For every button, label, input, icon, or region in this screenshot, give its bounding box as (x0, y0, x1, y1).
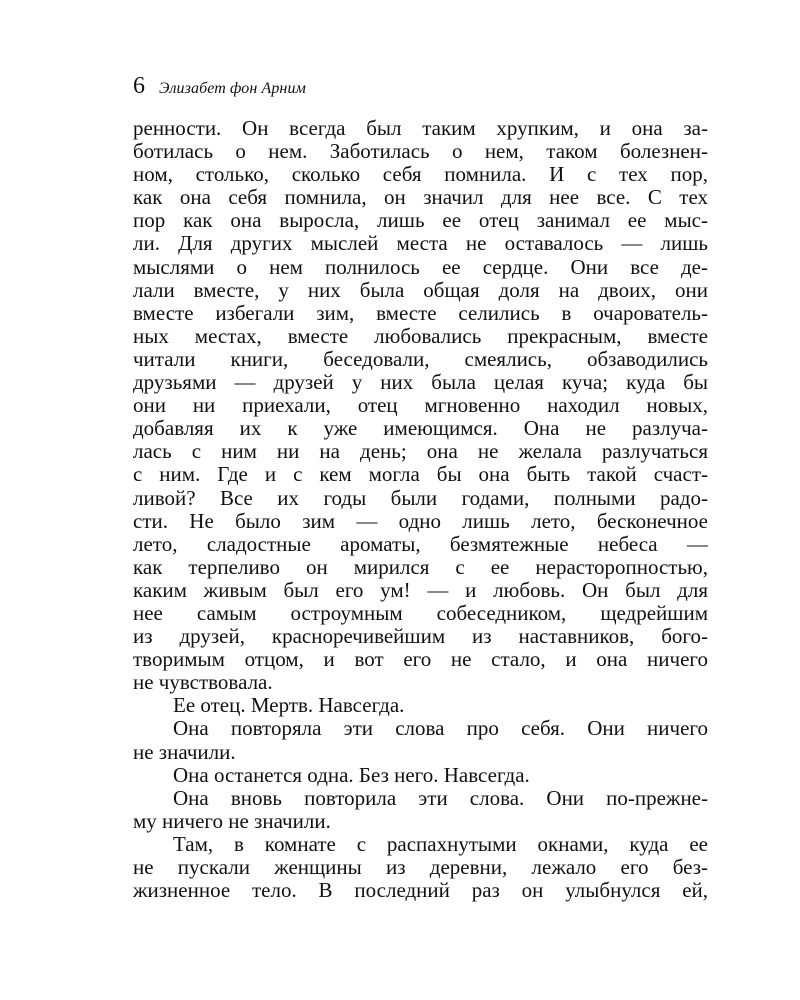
text-line: ренности. Он всегда был таким хрупким, и она за- (133, 117, 708, 140)
text-line: как терпеливо он мирился с ее нерасторопностью, (133, 555, 708, 579)
text-line: лето, сладостные ароматы, безмятежные небеса — (133, 532, 708, 556)
text-line: нее самым остроумным собеседником, щедрейшим (133, 601, 708, 625)
text-line: ли. Для других мыслей места не оставалось — лишь (133, 232, 708, 256)
text-line: Она останется одна. Без него. Навсегда. (173, 763, 530, 787)
text-line: они ни приехали, отец мгновенно находил новых, (133, 394, 708, 418)
text-line: лали вместе, у них была общая доля на двоих, они (133, 278, 708, 302)
text-line: друзьями — друзей у них была целая куча; куда бы (133, 371, 708, 395)
text-line: вместе избегали зим, вместе селились в очарователь- (133, 301, 708, 325)
text-line: Там, в комнате с распахнутыми окнами, куда ее (173, 832, 708, 856)
text-line: сти. Не было зим — одно лишь лето, бесконечное (133, 509, 708, 533)
text-line: ливой? Все их годы были годами, полными радо- (133, 486, 708, 510)
text-line: му ничего не значили. (133, 809, 331, 833)
text-line: из друзей, красноречивейшим из наставников, бого- (133, 625, 708, 649)
text-line: ном, столько, сколько себя помнила. И с тех пор, (133, 163, 708, 187)
body-text (133, 117, 708, 902)
text-line: ботилась о нем. Заботилась о нем, таком болезнен- (133, 140, 708, 164)
text-line: добавляя их к уже имеющимся. Она не разлуча- (133, 417, 708, 441)
text-line: Она вновь повторила эти слова. Они по-прежне- (173, 786, 708, 810)
text-line: не чувствовала. (133, 671, 273, 695)
text-line: читали книги, беседовали, смеялись, обзаводились (133, 347, 708, 371)
text-line: не пускали женщины из деревни, лежало его без- (133, 856, 708, 879)
running-title: Элизабет фон Арним (159, 80, 306, 97)
text-line: каким живым был его ум! — и любовь. Он был для (133, 578, 708, 602)
text-line: не значили. (133, 740, 236, 764)
page-header (133, 74, 306, 98)
text-line: пор как она выросла, лишь ее отец занимал ее мыс- (133, 209, 708, 233)
page-number: 6 (133, 73, 145, 99)
text-line: с ним. Где и с кем могла бы она быть такой счаст- (133, 463, 708, 487)
text-line: как она себя помнила, он значил для нее все. С тех (133, 186, 708, 210)
text-line: жизненное тело. В последний раз он улыбнулся ей, (133, 879, 708, 903)
text-line: Она повторяла эти слова про себя. Они ничего (173, 717, 708, 741)
text-line: творимым отцом, и вот его не стало, и она ничего (133, 648, 708, 672)
text-line: ных местах, вместе любовались прекрасным, вместе (133, 324, 708, 348)
text-line: лась с ним ни на день; она не желала разлучаться (133, 440, 708, 464)
text-line: Ее отец. Мертв. Навсегда. (173, 694, 405, 718)
text-line: мыслями о нем полнилось ее сердце. Они все де- (133, 255, 708, 279)
